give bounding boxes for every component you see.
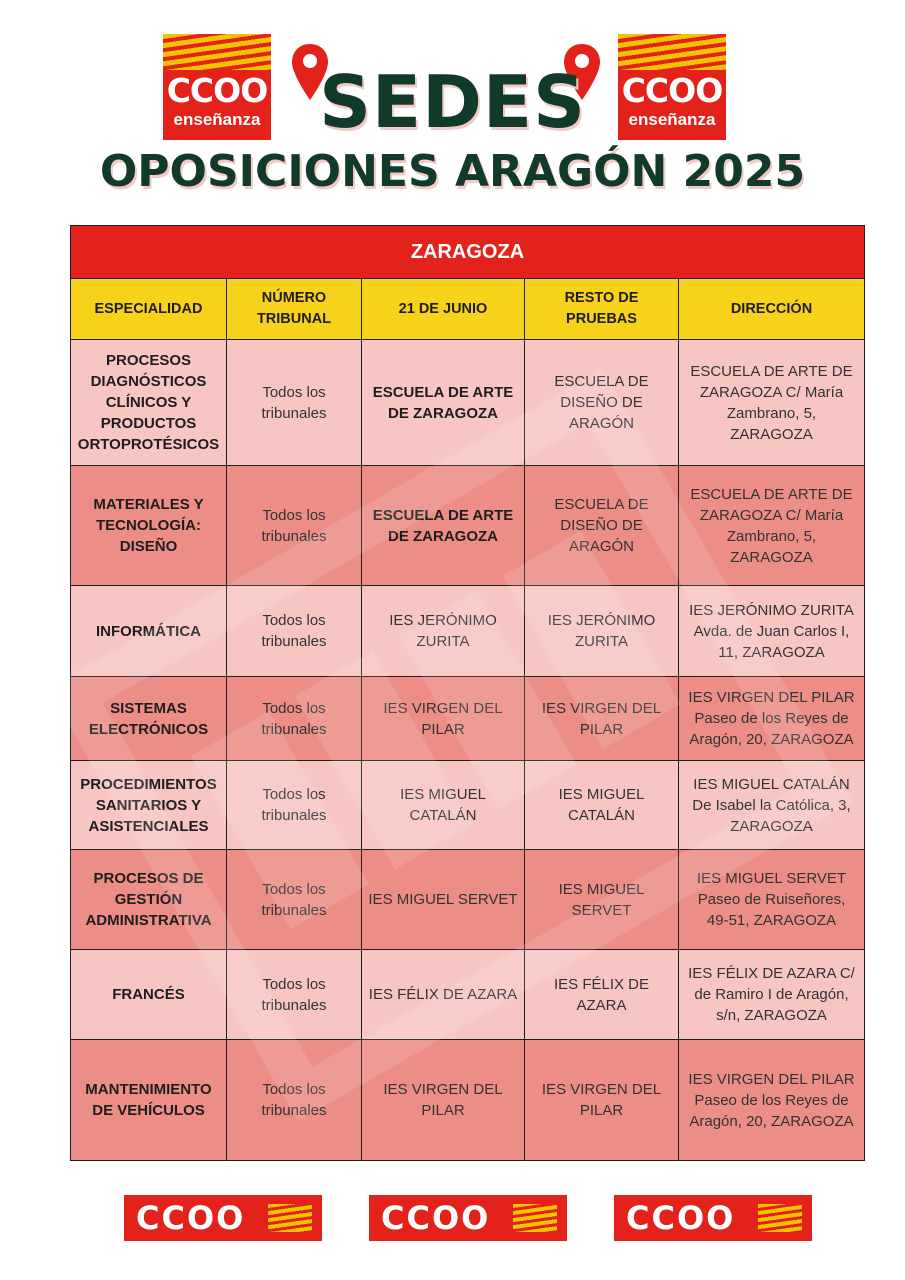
cell-especialidad: SISTEMAS ELECTRÓNICOS (71, 677, 227, 761)
cell-especialidad: MANTENIMIENTO DE VEHÍCULOS (71, 1040, 227, 1161)
cell-especialidad: PROCESOS DIAGNÓSTICOS CLÍNICOS Y PRODUCTOS ORTOPROTÉSICOS (71, 340, 227, 466)
cell-junio: ESCUELA DE ARTE DE ZARAGOZA (362, 340, 525, 466)
cell-especialidad: FRANCÉS (71, 950, 227, 1040)
table-row (71, 850, 865, 950)
brand-text: CCOO (381, 1199, 491, 1237)
table-row (71, 1040, 865, 1161)
column-header: NÚMERO TRIBUNAL (227, 279, 362, 340)
cell-junio: IES VIRGEN DEL PILAR (362, 1040, 525, 1161)
cell-resto: ESCUELA DE DISEÑO DE ARAGÓN (525, 466, 679, 586)
brand-text: CCOO (136, 1199, 246, 1237)
cell-direccion: IES FÉLIX DE AZARA C/ de Ramiro I de Aragón, s/n, ZARAGOZA (679, 950, 865, 1040)
brand-sub-text: enseñanza (173, 110, 261, 129)
cell-junio: IES FÉLIX DE AZARA (362, 950, 525, 1040)
cell-tribunal: Todos los tribunales (227, 1040, 362, 1161)
cell-junio: IES MIGUEL SERVET (362, 850, 525, 950)
brand-text: CCOO (621, 71, 723, 110)
cell-direccion: IES JERÓNIMO ZURITA Avda. de Juan Carlos I, 11, ZARAGOZA (679, 586, 865, 677)
cell-tribunal: Todos los tribunales (227, 950, 362, 1040)
table-row (71, 677, 865, 761)
column-header: RESTO DE PRUEBAS (525, 279, 679, 340)
cell-direccion: ESCUELA DE ARTE DE ZARAGOZA C/ María Zambrano, 5, ZARAGOZA (679, 466, 865, 586)
cell-direccion: ESCUELA DE ARTE DE ZARAGOZA C/ María Zambrano, 5, ZARAGOZA (679, 340, 865, 466)
cell-especialidad: INFORMÁTICA (71, 586, 227, 677)
cell-tribunal: Todos los tribunales (227, 586, 362, 677)
table-row (71, 761, 865, 850)
cell-tribunal: Todos los tribunales (227, 340, 362, 466)
cell-tribunal: Todos los tribunales (227, 850, 362, 950)
cell-especialidad: PROCEDIMIENTOS SANITARIOS Y ASISTENCIALES (71, 761, 227, 850)
sedes-table (70, 225, 865, 1161)
cell-especialidad: MATERIALES Y TECNOLOGÍA: DISEÑO (71, 466, 227, 586)
brand-sub-text: enseñanza (628, 110, 716, 129)
page-subtitle: OPOSICIONES ARAGÓN 2025 (99, 146, 806, 197)
cell-resto: IES MIGUEL SERVET (525, 850, 679, 950)
cell-junio: IES MIGUEL CATALÁN (362, 761, 525, 850)
table-row (71, 586, 865, 677)
cell-resto: IES VIRGEN DEL PILAR (525, 1040, 679, 1161)
brand-text: CCOO (166, 71, 268, 110)
cell-direccion: IES MIGUEL SERVET Paseo de Ruiseñores, 49-51, ZARAGOZA (679, 850, 865, 950)
ccoo-footer-logo (614, 1195, 812, 1241)
cell-resto: IES MIGUEL CATALÁN (525, 761, 679, 850)
aragon-flag-icon (513, 1204, 557, 1232)
cell-junio: IES VIRGEN DEL PILAR (362, 677, 525, 761)
column-header-row (71, 279, 865, 340)
cell-resto: ESCUELA DE DISEÑO DE ARAGÓN (525, 340, 679, 466)
cell-junio: IES JERÓNIMO ZURITA (362, 586, 525, 677)
cell-especialidad: PROCESOS DE GESTIÓN ADMINISTRATIVA (71, 850, 227, 950)
cell-tribunal: Todos los tribunales (227, 677, 362, 761)
page-title: SEDES (319, 60, 586, 144)
aragon-flag-icon (268, 1204, 312, 1232)
cell-direccion: IES MIGUEL CATALÁN De Isabel la Católica, 3, ZARAGOZA (679, 761, 865, 850)
cell-tribunal: Todos los tribunales (227, 466, 362, 586)
table-row (71, 340, 865, 466)
city-header-row (71, 226, 865, 279)
column-header: ESPECIALIDAD (71, 279, 227, 340)
cell-direccion: IES VIRGEN DEL PILAR Paseo de los Reyes de Aragón, 20, ZARAGOZA (679, 677, 865, 761)
city-header: ZARAGOZA (71, 226, 865, 279)
cell-resto: IES FÉLIX DE AZARA (525, 950, 679, 1040)
cell-tribunal: Todos los tribunales (227, 761, 362, 850)
brand-text: CCOO (626, 1199, 736, 1237)
table-row (71, 466, 865, 586)
ccoo-footer-logo (369, 1195, 567, 1241)
cell-resto: IES JERÓNIMO ZURITA (525, 586, 679, 677)
column-header: DIRECCIÓN (679, 279, 865, 340)
column-header: 21 DE JUNIO (362, 279, 525, 340)
cell-resto: IES VIRGEN DEL PILAR (525, 677, 679, 761)
aragon-flag-icon (758, 1204, 802, 1232)
cell-direccion: IES VIRGEN DEL PILAR Paseo de los Reyes de Aragón, 20, ZARAGOZA (679, 1040, 865, 1161)
sedes-table-container (70, 225, 864, 1162)
ccoo-footer-logo (124, 1195, 322, 1241)
table-row (71, 950, 865, 1040)
cell-junio: ESCUELA DE ARTE DE ZARAGOZA (362, 466, 525, 586)
